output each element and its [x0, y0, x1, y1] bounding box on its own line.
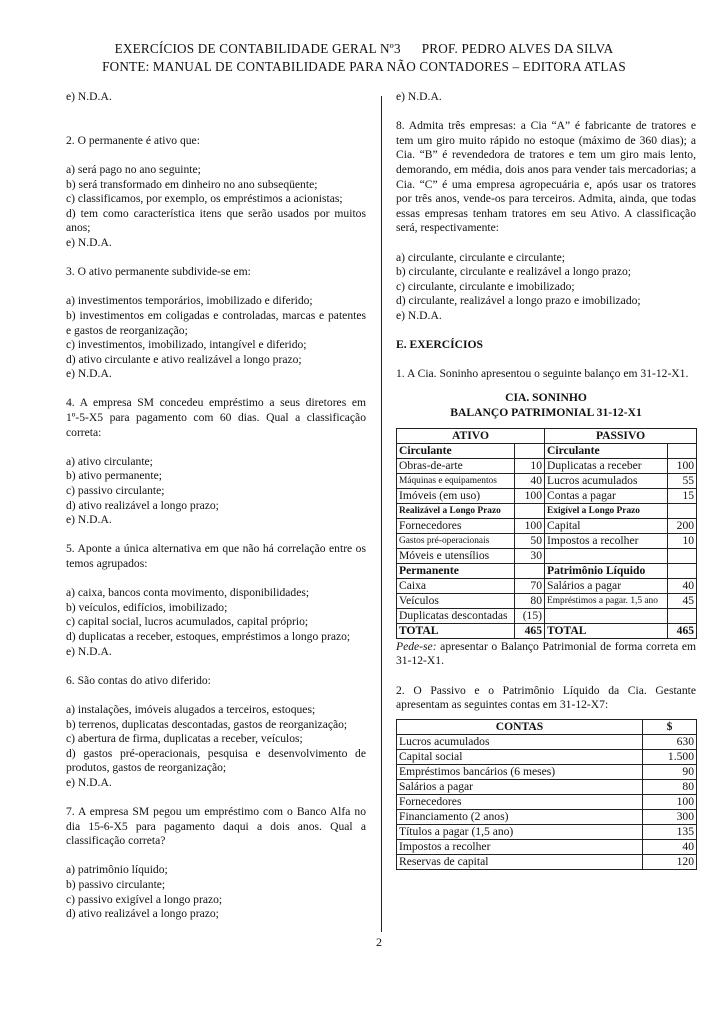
conta-name: Reservas de capital [397, 854, 643, 869]
ativo-value: (15) [515, 608, 545, 623]
question-stem: 7. A empresa SM pegou um empréstimo com o Banco Alfa no dia 15-6-X5 para pagamento daqui a dois anos. Qual a classificação correta? [66, 805, 366, 848]
option: b) ativo permanente; [66, 469, 162, 483]
section-title: E. EXERCÍCIOS [396, 338, 483, 352]
passivo-value: 55 [668, 473, 697, 488]
passivo-account: Empréstimos a pagar. 1,5 ano [545, 593, 668, 608]
balance-row [397, 563, 697, 578]
question-stem: 5. Aponte a única alternativa em que não há correlação entre os temos agrupados: [66, 542, 366, 570]
header-line-1: EXERCÍCIOS DE CONTABILIDADE GERAL Nº3 PROF. PEDRO ALVES DA SILVA [114, 41, 614, 56]
ativo-account: Móveis e utensílios [397, 548, 515, 563]
ativo-value: 40 [515, 473, 545, 488]
ativo-value: 30 [515, 548, 545, 563]
option: d) duplicatas a receber, estoques, empréstimos a longo prazo; [66, 629, 351, 643]
balance-row [397, 503, 697, 518]
conta-name: Fornecedores [397, 794, 643, 809]
balance-title: BALANÇO PATRIMONIAL 31-12-X1 [450, 406, 642, 420]
option: a) circulante, circulante e circulante; [396, 250, 565, 264]
ativo-account: Realizável a Longo Prazo [397, 503, 515, 518]
conta-value: 100 [643, 794, 697, 809]
pede-se [396, 640, 696, 669]
contas-row [397, 734, 697, 749]
ativo-value: 80 [515, 593, 545, 608]
balance-company: CIA. SONINHO [505, 390, 587, 404]
passivo-value: 465 [668, 623, 697, 638]
balance-row [397, 533, 697, 548]
question-8 [396, 119, 696, 323]
passivo-account: Duplicatas a receber [545, 458, 668, 473]
question-stem: 3. O ativo permanente subdivide-se em: [66, 265, 251, 279]
question-stem: 8. Admita três empresas: a Cia “A” é fabricante de tratores e tem um giro muito rápido no estoque (máximo de 360 dias); a Cia. “B” é revendedora de tratores e tem um giro mais lento, demorando, em média, dois anos para vender tais mercadorias; a Cia. “C” é uma empresa agropecuária e, após usar os tratores por três anos, vende-os para terceiros. Admita, ainda, que todas essas empresas tenham tratores em seu Ativo. A classificação será, respectivamente: [396, 119, 696, 235]
question-3 [66, 265, 366, 382]
contas-header-name: CONTAS [397, 719, 643, 734]
passivo-value: 100 [668, 458, 697, 473]
passivo-value [668, 608, 697, 623]
contas-header-value: $ [643, 719, 697, 734]
option: d) tem como característica itens que serão usados por muitos anos; [66, 206, 366, 235]
passivo-value [668, 563, 697, 578]
ativo-value: 10 [515, 458, 545, 473]
ativo-account: Caixa [397, 578, 515, 593]
contas-row [397, 839, 697, 854]
option: c) capital social, lucros acumulados, capital próprio; [66, 615, 309, 629]
passivo-header: PASSIVO [545, 428, 697, 443]
ativo-account: Duplicatas descontadas [397, 608, 515, 623]
option: b) terrenos, duplicatas descontadas, gastos de reorganização; [66, 717, 348, 731]
option: a) patrimônio líquido; [66, 863, 168, 877]
ativo-account: Veículos [397, 593, 515, 608]
balance-row [397, 458, 697, 473]
question-7 [66, 805, 366, 922]
option: b) veículos, edifícios, imobilizado; [66, 600, 228, 614]
conta-value: 630 [643, 734, 697, 749]
contas-row [397, 824, 697, 839]
passivo-account: Exigível a Longo Prazo [545, 503, 668, 518]
passivo-account: Patrimônio Líquido [545, 563, 668, 578]
option: e) N.D.A. [396, 308, 442, 322]
balance-row [397, 623, 697, 638]
conta-value: 1.500 [643, 749, 697, 764]
conta-name: Impostos a recolher [397, 839, 643, 854]
ativo-value: 465 [515, 623, 545, 638]
option: c) passivo circulante; [66, 484, 165, 498]
ativo-account: Obras-de-arte [397, 458, 515, 473]
option: e) N.D.A. [66, 367, 112, 381]
ativo-account: Gastos pré-operacionais [397, 533, 515, 548]
option: e) N.D.A. [66, 235, 112, 249]
ativo-value [515, 443, 545, 458]
ativo-header: ATIVO [397, 428, 545, 443]
ativo-value [515, 563, 545, 578]
balance-row [397, 518, 697, 533]
contas-row [397, 794, 697, 809]
contas-row [397, 749, 697, 764]
option: a) caixa, bancos conta movimento, disponibilidades; [66, 586, 310, 600]
pede-se-text: apresentar o Balanço Patrimonial de forma correta em 31-12-X1. [396, 639, 696, 668]
passivo-value [668, 503, 697, 518]
ativo-value: 100 [515, 488, 545, 503]
option: b) será transformado em dinheiro no ano subseqüente; [66, 177, 318, 191]
prev-option: e) N.D.A. [396, 90, 442, 103]
conta-name: Empréstimos bancários (6 meses) [397, 764, 643, 779]
conta-value: 135 [643, 824, 697, 839]
header-line-2: FONTE: MANUAL DE CONTABILIDADE PARA NÃO CONTADORES – EDITORA ATLAS [102, 59, 626, 74]
option: d) ativo circulante e ativo realizável a longo prazo; [66, 352, 302, 366]
option: d) circulante, realizável a longo prazo e imobilizado; [396, 294, 641, 308]
passivo-account: Lucros acumulados [545, 473, 668, 488]
balance-header-row [397, 428, 697, 443]
option: c) abertura de firma, duplicatas a receber, veículos; [66, 732, 303, 746]
question-stem: 6. São contas do ativo diferido: [66, 673, 211, 687]
option: c) circulante, circulante e imobilizado; [396, 279, 575, 293]
conta-name: Lucros acumulados [397, 734, 643, 749]
right-column [396, 90, 696, 870]
conta-name: Capital social [397, 749, 643, 764]
question-2 [66, 134, 366, 251]
prev-option: e) N.D.A. [66, 90, 112, 103]
contas-row [397, 809, 697, 824]
ativo-value: 100 [515, 518, 545, 533]
question-5 [66, 542, 366, 659]
ativo-account: Imóveis (em uso) [397, 488, 515, 503]
passivo-value: 15 [668, 488, 697, 503]
left-column [66, 90, 366, 922]
balance-row [397, 548, 697, 563]
page-header [0, 40, 728, 76]
passivo-value: 40 [668, 578, 697, 593]
balance-row [397, 488, 697, 503]
contas-row [397, 779, 697, 794]
conta-value: 40 [643, 839, 697, 854]
passivo-account: Capital [545, 518, 668, 533]
contas-row [397, 854, 697, 869]
passivo-value: 10 [668, 533, 697, 548]
question-stem: 2. O permanente é ativo que: [66, 133, 200, 147]
passivo-value [668, 443, 697, 458]
conta-name: Financiamento (2 anos) [397, 809, 643, 824]
passivo-account: Impostos a recolher [545, 533, 668, 548]
option: b) circulante, circulante e realizável a longo prazo; [396, 265, 631, 279]
option: e) N.D.A. [66, 644, 112, 658]
ativo-account: TOTAL [397, 623, 515, 638]
passivo-account [545, 548, 668, 563]
passivo-value: 45 [668, 593, 697, 608]
question-6 [66, 674, 366, 791]
option: c) investimentos, imobilizado, intangível e diferido; [66, 338, 307, 352]
balance-row [397, 473, 697, 488]
ativo-account: Permanente [397, 563, 515, 578]
passivo-value: 200 [668, 518, 697, 533]
passivo-account [545, 608, 668, 623]
balance-row [397, 443, 697, 458]
balance-row [397, 608, 697, 623]
conta-value: 300 [643, 809, 697, 824]
option: a) será pago no ano seguinte; [66, 162, 201, 176]
ativo-value [515, 503, 545, 518]
pede-se-label: Pede-se: [396, 639, 437, 653]
option: e) N.D.A. [66, 775, 112, 789]
exercise-1-intro: 1. A Cia. Soninho apresentou o seguinte balanço em 31-12-X1. [396, 367, 689, 381]
question-4 [66, 396, 366, 527]
passivo-account: TOTAL [545, 623, 668, 638]
contas-table [396, 719, 697, 870]
balance-row [397, 578, 697, 593]
conta-value: 120 [643, 854, 697, 869]
option: a) ativo circulante; [66, 454, 153, 468]
ativo-value: 70 [515, 578, 545, 593]
conta-value: 80 [643, 779, 697, 794]
balance-table [396, 428, 697, 639]
ativo-account: Circulante [397, 443, 515, 458]
contas-header-row [397, 719, 697, 734]
passivo-value [668, 548, 697, 563]
passivo-account: Circulante [545, 443, 668, 458]
option: d) ativo realizável a longo prazo; [66, 907, 219, 921]
option: c) passivo exigível a longo prazo; [66, 892, 223, 906]
option: b) passivo circulante; [66, 878, 166, 892]
column-divider [381, 96, 382, 932]
passivo-account: Contas a pagar [545, 488, 668, 503]
option: e) N.D.A. [66, 513, 112, 527]
exercise-2-intro: 2. O Passivo e o Patrimônio Líquido da Cia. Gestante apresentam as seguintes contas em 31-12-X7: [396, 683, 696, 712]
option: b) investimentos em coligadas e controladas, marcas e patentes e gastos de reorganização; [66, 308, 366, 337]
conta-name: Salários a pagar [397, 779, 643, 794]
balance-row [397, 593, 697, 608]
ativo-account: Máquinas e equipamentos [397, 473, 515, 488]
conta-name: Títulos a pagar (1,5 ano) [397, 824, 643, 839]
option: c) classificamos, por exemplo, os empréstimos a acionistas; [66, 192, 343, 206]
option: d) gastos pré-operacionais, pesquisa e desenvolvimento de produtos, gastos de reorganização; [66, 746, 366, 775]
question-stem: 4. A empresa SM concedeu empréstimo a seus diretores em 1º-5-X5 para pagamento com 60 dias. Qual a classificação correta: [66, 396, 366, 439]
passivo-account: Salários a pagar [545, 578, 668, 593]
option: a) investimentos temporários, imobilizado e diferido; [66, 294, 313, 308]
ativo-value: 50 [515, 533, 545, 548]
conta-value: 90 [643, 764, 697, 779]
contas-row [397, 764, 697, 779]
option: a) instalações, imóveis alugados a terceiros, estoques; [66, 702, 316, 716]
ativo-account: Fornecedores [397, 518, 515, 533]
page-number: 2 [376, 935, 382, 949]
option: d) ativo realizável a longo prazo; [66, 498, 219, 512]
